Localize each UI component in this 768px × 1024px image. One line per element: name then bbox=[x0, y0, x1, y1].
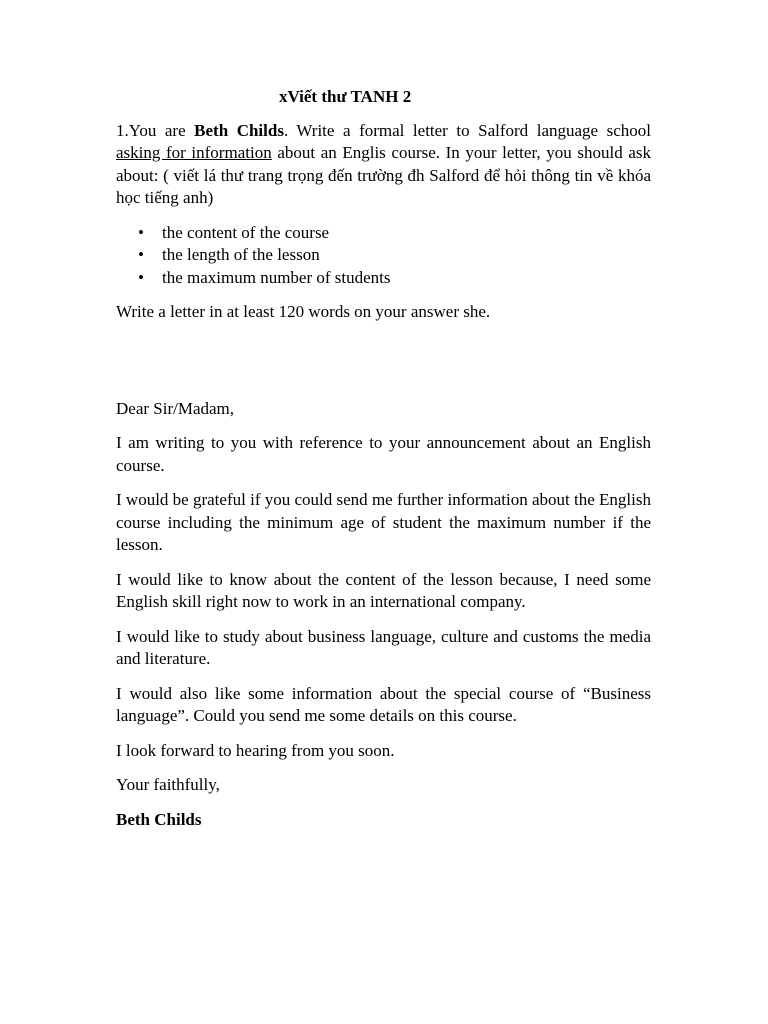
letter-greeting: Dear Sir/Madam, bbox=[116, 398, 235, 418]
letter-closing: Your faithfully, bbox=[116, 775, 220, 794]
task-after-name: . Write a formal letter to Salford language school bbox=[283, 120, 652, 140]
document-body bbox=[116, 86, 651, 831]
letter-paragraph-2: I would be grateful if you could send me further information about the English course including the minimum age of student the maximum number if the lesson. bbox=[116, 490, 651, 554]
task-prefix: 1.You are bbox=[116, 120, 195, 140]
bullet-icon: • bbox=[138, 222, 144, 242]
letter-paragraph-3: I would like to know about the content of the lesson because, I need some English skill right now to work in an international company. bbox=[116, 569, 651, 611]
task-rest: about an Englis course. In your letter, you should ask about: ( viết lá thư trang trọng đến trường đh Salford để hỏi thông tin về khóa học tiếng anh) bbox=[116, 143, 652, 207]
letter-paragraph-1: I am writing to you with reference to your announcement about an English course. bbox=[116, 433, 651, 475]
letter-paragraph-6: I look forward to hearing from you soon. bbox=[116, 740, 395, 760]
task-name: Beth Childs bbox=[194, 120, 284, 140]
list-item-text: the content of the course bbox=[162, 222, 330, 242]
instruction-text: Write a letter in at least 120 words on your answer she. bbox=[116, 302, 491, 321]
letter-paragraph-4: I would like to study about business language, culture and customs the media and literature. bbox=[116, 626, 651, 668]
requirements-list bbox=[116, 222, 651, 290]
document-title: xViết thư TANH 2 bbox=[279, 87, 412, 106]
list-item-text: the length of the lesson bbox=[162, 245, 320, 264]
blank-space bbox=[116, 336, 651, 398]
bullet-icon: • bbox=[138, 267, 144, 287]
list-item-text: the maximum number of students bbox=[162, 267, 391, 287]
list-item bbox=[116, 267, 651, 290]
list-item bbox=[116, 244, 651, 267]
letter-paragraph-5: I would also like some information about the special course of “Business language”. Could you send me some details on this course. bbox=[116, 683, 651, 725]
task-underlined-text: asking for information bbox=[116, 143, 272, 162]
letter-signature: Beth Childs bbox=[116, 809, 202, 829]
task-paragraph bbox=[116, 120, 651, 210]
bullet-icon: • bbox=[138, 245, 144, 264]
list-item bbox=[116, 222, 651, 245]
